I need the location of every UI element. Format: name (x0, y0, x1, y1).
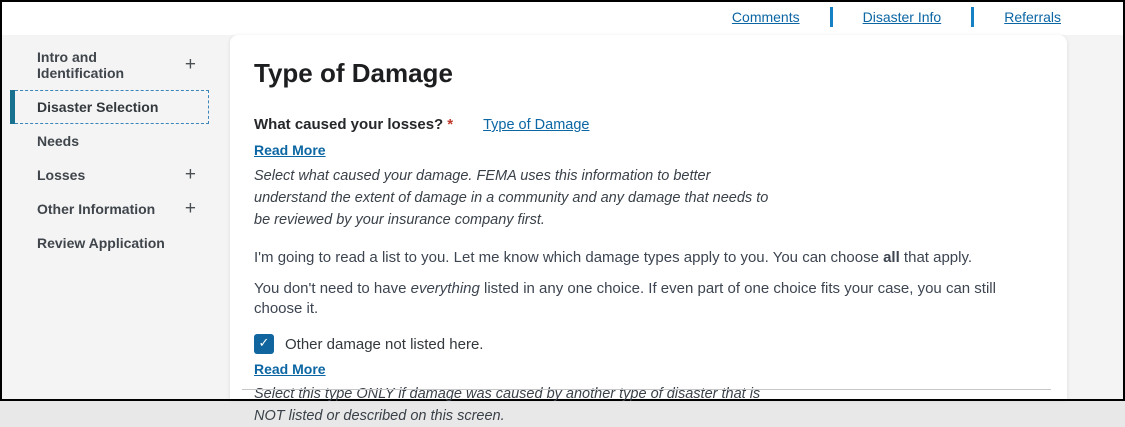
sidebar-item-label: Review Application (37, 235, 165, 251)
paragraph-text: You don't need to have (254, 280, 411, 297)
sidebar-item-label: Other Information (37, 201, 156, 217)
section-divider (242, 389, 1051, 390)
read-more-wrap (254, 360, 1039, 379)
question-label-text: What caused your losses? (254, 116, 444, 133)
main-content-card (230, 35, 1067, 424)
read-more-wrap (254, 141, 1039, 160)
nav-link-referrals[interactable]: Referrals (1004, 9, 1061, 25)
nav-separator (971, 7, 974, 27)
read-more-link[interactable]: Read More (254, 361, 326, 377)
instruction-paragraph-2 (254, 279, 1039, 319)
paragraph-bold-text: all (883, 249, 900, 266)
sidebar-item-other-information[interactable] (10, 192, 209, 226)
sidebar-item-disaster-selection[interactable] (10, 90, 209, 124)
sidebar-item-needs[interactable] (10, 124, 209, 158)
top-nav (732, 6, 1061, 28)
top-bar (2, 2, 1123, 35)
sidebar-item-label: Intro and Identification (37, 49, 125, 81)
nav-link-comments[interactable]: Comments (731, 9, 800, 25)
paragraph-text: I'm going to read a list to you. Let me know which damage types apply to you. You can choose (254, 249, 884, 266)
sidebar-item-label: Needs (37, 133, 80, 149)
sidebar-item-label: Disaster Selection (37, 99, 159, 115)
expand-plus-icon[interactable]: + (184, 54, 196, 75)
hint-line: be reviewed by your insurance company first. (254, 212, 545, 228)
sidebar (2, 35, 230, 399)
page-title: Type of Damage (254, 58, 453, 88)
expand-plus-icon[interactable]: + (184, 164, 196, 185)
sidebar-item-review-application[interactable] (10, 226, 209, 260)
read-more-link[interactable]: Read More (254, 142, 326, 158)
checkbox-label: Other damage not listed here. (285, 335, 484, 353)
other-damage-checkbox-row[interactable] (254, 334, 1039, 354)
required-asterisk: * (447, 116, 454, 133)
question-label (254, 115, 453, 135)
expand-plus-icon[interactable]: + (184, 198, 196, 219)
question-hint-text (254, 165, 1039, 231)
paragraph-italic-text: everything (410, 280, 480, 297)
hint-line: Select what caused your damage. FEMA uses this information to better (254, 168, 711, 184)
paragraph-text: that apply. (899, 249, 973, 266)
instruction-paragraph-1 (254, 248, 1039, 268)
type-of-damage-help-link[interactable]: Type of Damage (483, 117, 590, 133)
hint-line: NOT listed or described on this screen. (254, 408, 505, 424)
hint-line: understand the extent of damage in a community and any damage that needs to (254, 190, 769, 206)
sidebar-item-label: Losses (37, 167, 86, 183)
hint-line: Select this type ONLY if damage was caused by another type of disaster that is (254, 386, 761, 402)
paragraph-text: listed in any one choice. If even part of one choice fits your case, you can still choose it. (254, 280, 996, 317)
nav-link-disaster-info[interactable]: Disaster Info (862, 9, 942, 25)
sidebar-item-intro-and-identification[interactable] (10, 40, 209, 90)
nav-separator (830, 7, 833, 27)
sidebar-item-losses[interactable] (10, 158, 209, 192)
checkbox-checked-icon[interactable]: ✓ (254, 334, 274, 354)
question-row (254, 115, 1039, 135)
